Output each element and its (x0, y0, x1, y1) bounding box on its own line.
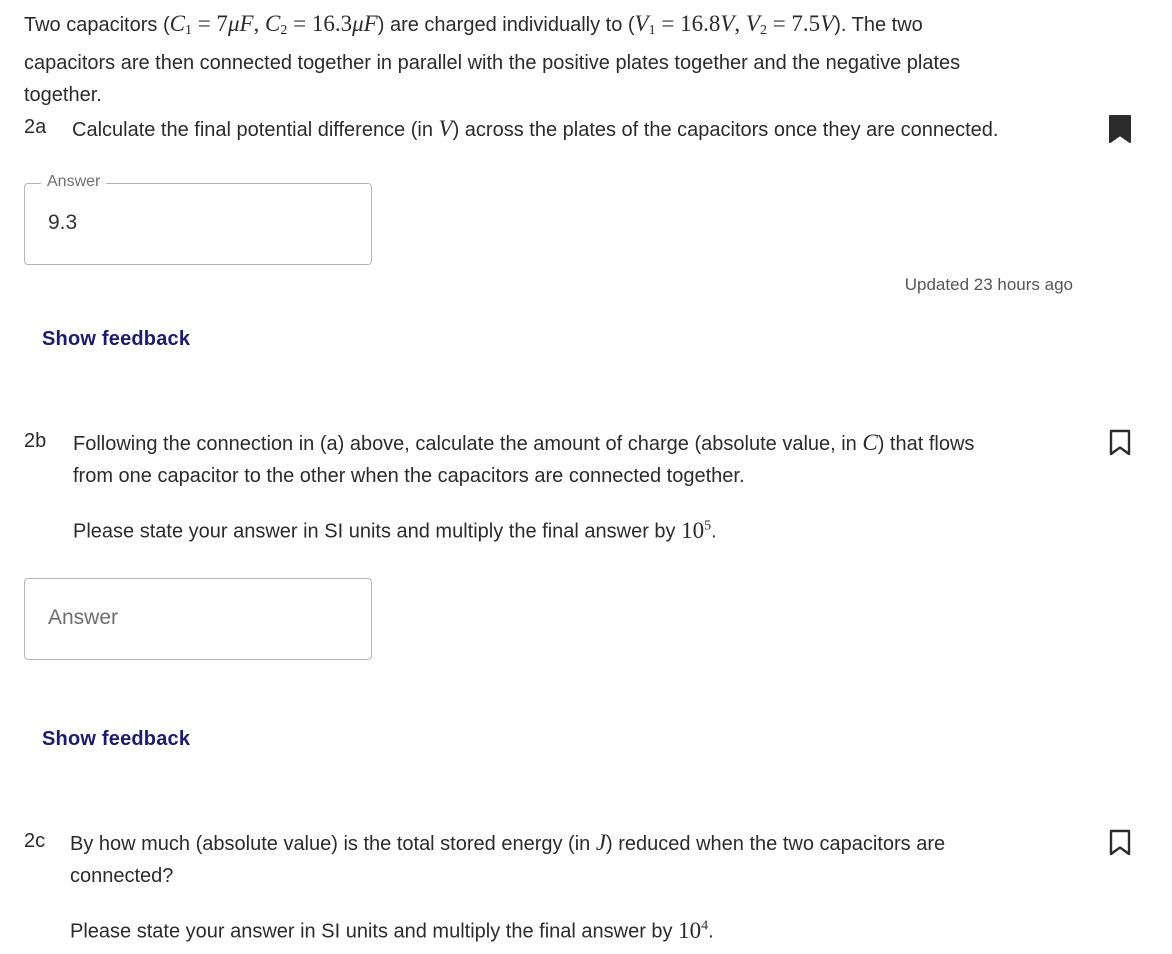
question-number: 2c (24, 830, 46, 852)
intro-line-2: capacitors are then connected together in parallel with the positive plates together and the negative plates (24, 52, 961, 74)
answer-value: 9.3 (48, 211, 78, 234)
answer-input[interactable] (24, 578, 372, 660)
answer-placeholder: Answer (48, 606, 119, 629)
question-number: 2a (24, 116, 47, 138)
question-intro (24, 8, 1064, 111)
question-text: By how much (absolute value) is the total stored energy (in J) reduced when the two capacitors are connected? Please state your answer in SI units and multiply the final answer by $10^4$. (70, 830, 946, 943)
question-text: Calculate the final potential difference (in V) across the plates of the capacitors once they are connected. (72, 116, 999, 141)
show-feedback-link[interactable]: Show feedback (42, 728, 191, 750)
question-number: 2b (24, 430, 47, 452)
answer-input[interactable] (24, 173, 372, 265)
question-text: Following the connection in (a) above, calculate the amount of charge (absolute value, in C) that flows from one capacitor to the other when the capacitors are connected together. Please state your answer in SI units and multiply the final answer by $10^5$. (73, 430, 975, 543)
intro-line-3: together. (24, 84, 102, 106)
intro-line-1: Two capacitors ($C_1 = 7\mu F$, $C_2 = 16.3\mu F$) are charged individually to ($V_1 = 16.8V$, $V_2 = 7.5V$). The two (24, 11, 923, 38)
show-feedback-link[interactable]: Show feedback (42, 328, 191, 350)
updated-timestamp: Updated 23 hours ago (904, 275, 1073, 294)
bookmark-outline-icon[interactable] (1109, 429, 1131, 457)
answer-label: Answer (41, 173, 106, 191)
bookmark-filled-icon[interactable] (1109, 115, 1131, 143)
bookmark-outline-icon[interactable] (1109, 829, 1131, 857)
